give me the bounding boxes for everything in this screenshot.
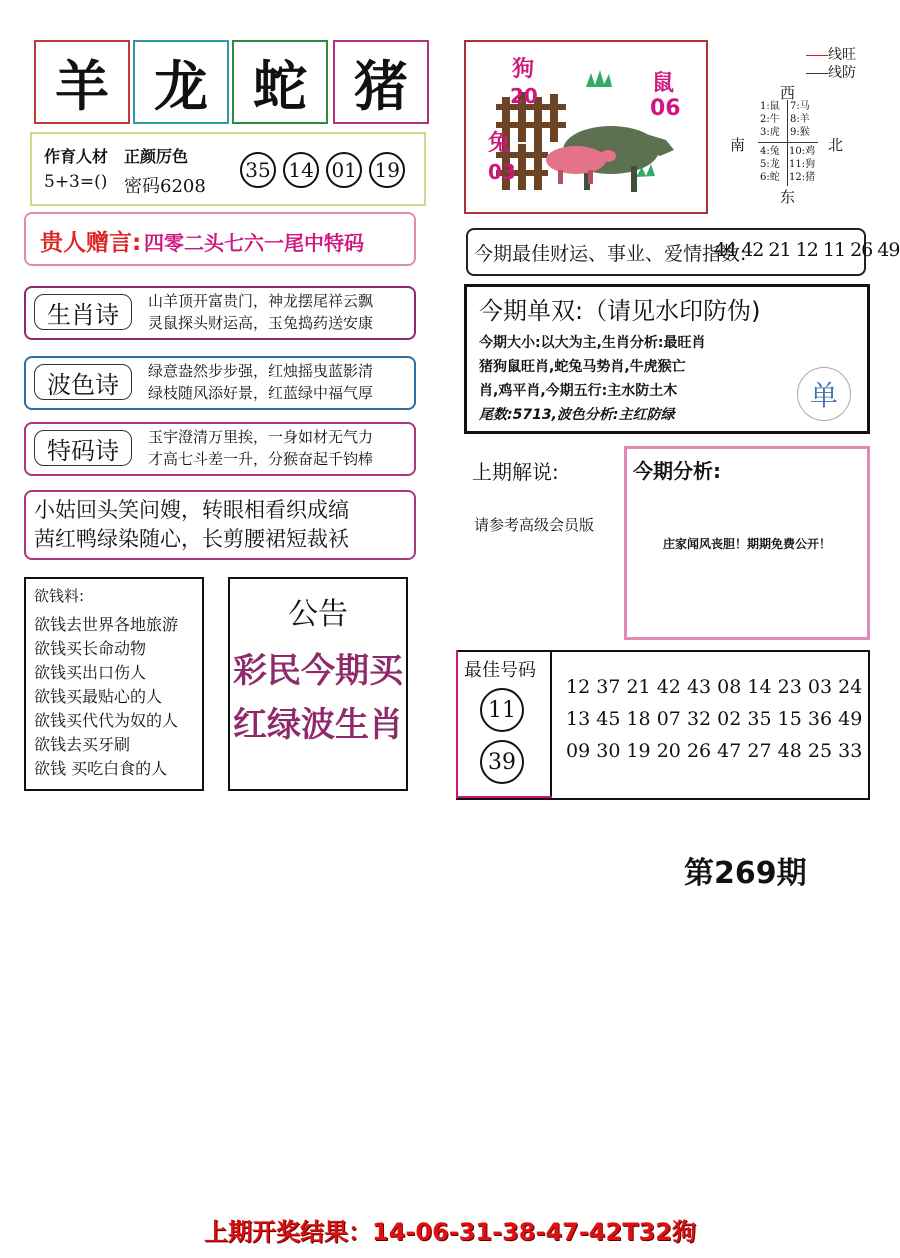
- poem-line: 灵鼠探头财运高，玉兔捣药送安康: [148, 314, 374, 332]
- index-box: [466, 228, 900, 276]
- info-password: 密码6208: [124, 176, 206, 197]
- list-item: 欲钱买代代为奴的人: [34, 711, 179, 730]
- compass-bottom-right: 10:鸡 11:狗 12:猪: [789, 146, 816, 183]
- list-item: 欲钱买出口伤人: [34, 663, 147, 682]
- notice-title: 公告: [288, 597, 348, 632]
- info-circles: [240, 152, 407, 188]
- poem-line: 绿意盎然步步强，红烛摇曳蓝影清: [148, 362, 374, 380]
- gift-words-text: 四零二头七六一尾中特码: [144, 231, 364, 255]
- picture-label-rabbit: 兔: [488, 131, 511, 156]
- wave-color-poem: [24, 356, 416, 410]
- poem-tag: 波色诗: [34, 364, 132, 400]
- watermark-stamp: 单: [797, 367, 851, 421]
- riddle-line: 茜红鸭绿染随心，长剪腰裙短裁袄: [34, 527, 349, 551]
- best-numbers-row-3: 09 30 19 20 26 47 27 48 25 33: [566, 740, 863, 762]
- picture-num-dog: 20: [510, 84, 538, 108]
- odd-even-line: 猪狗鼠旺肖,蛇兔马势肖,牛虎猴亡: [479, 359, 686, 375]
- poem-line: 山羊顶开富贵门，神龙摆尾祥云飘: [148, 292, 374, 310]
- picture-num-rat: 06: [650, 96, 681, 121]
- best-numbers-row-1: 12 37 21 42 43 08 14 23 03 24: [566, 676, 863, 698]
- gift-words-label: 贵人赠言:: [40, 230, 142, 256]
- odd-even-lines: [479, 331, 706, 427]
- analysis-box: [624, 446, 870, 640]
- last-explain-text: 请参考高级会员版: [474, 516, 595, 534]
- best-numbers-title: 最佳号码: [464, 660, 536, 681]
- list-item: 欲钱 买吃白食的人: [34, 759, 168, 778]
- odd-even-line: 今期大小:以大为主,生肖分析:最旺肖: [479, 335, 706, 351]
- poem-tag: 特码诗: [34, 430, 132, 466]
- riddle-box: [24, 490, 416, 560]
- yuqian-box: [24, 577, 204, 791]
- yuqian-list: [34, 613, 178, 781]
- index-label: 今期最佳财运、事业、爱情指数:: [474, 243, 747, 265]
- compass-north: 北: [828, 136, 844, 154]
- zodiac-char: 羊: [55, 53, 109, 118]
- riddle-line: 小姑回头笑问嫂，转眼相看织成缟: [34, 498, 349, 522]
- number-circle: 39: [480, 740, 524, 784]
- compass-west: 西: [780, 84, 796, 102]
- zodiac-box-4: [333, 40, 429, 124]
- odd-even-box: [464, 284, 870, 434]
- zodiac-poem: [24, 286, 416, 340]
- compass-top-left: 1:鼠 2:牛 3:虎: [760, 101, 780, 138]
- poem-lines: [148, 360, 373, 404]
- picture-label-dog: 狗: [512, 57, 535, 82]
- legend-guard: 线防: [806, 64, 856, 82]
- poem-line: 玉宇澄清万里挨，一身如材无气力: [148, 428, 374, 446]
- list-item: 欲钱买最贴心的人: [34, 687, 163, 706]
- list-item: 欲钱去世界各地旅游: [34, 615, 179, 634]
- last-explain-title: 上期解说:: [472, 460, 559, 484]
- compass: [730, 82, 848, 204]
- number-circle: 35: [240, 152, 276, 188]
- issue-number: 第269期: [684, 856, 807, 891]
- compass-east: 东: [780, 188, 796, 206]
- analysis-title: 今期分析:: [633, 459, 721, 483]
- analysis-text: 庄家闻风丧胆！期期免费公开！: [662, 537, 831, 551]
- list-item: 欲钱去买牙刷: [34, 735, 131, 754]
- best-numbers-row-2: 13 45 18 07 32 02 35 15 36 49: [566, 708, 863, 730]
- number-circle: 14: [283, 152, 319, 188]
- notice-line2: 红绿波生肖: [233, 705, 403, 745]
- last-result: 上期开奖结果：14-06-31-38-47-42T32狗: [204, 1218, 696, 1246]
- gift-words-box: [24, 212, 416, 266]
- list-item: 欲钱买长命动物: [34, 639, 147, 658]
- compass-grid: [758, 100, 818, 186]
- special-code-poem: [24, 422, 416, 476]
- compass-bottom-left: 4:兔 5:龙 6:蛇: [760, 146, 780, 183]
- yuqian-title: 欲钱料:: [34, 587, 85, 605]
- info-box: [30, 132, 426, 206]
- picture-num-rabbit: 03: [488, 160, 516, 184]
- notice-line1: 彩民今期买: [233, 651, 403, 691]
- zodiac-char: 蛇: [253, 53, 307, 118]
- zodiac-box-1: [34, 40, 130, 124]
- compass-south: 南: [730, 136, 746, 154]
- odd-even-line: 尾数:5713,波色分析:主红防绿: [479, 407, 675, 423]
- poem-tag: 生肖诗: [34, 294, 132, 330]
- number-circle: 01: [326, 152, 362, 188]
- picture-box: [464, 40, 708, 214]
- poem-line: 绿枝随风添好景，红蓝绿中福气厚: [148, 384, 374, 402]
- poem-line: 才高七斗差一升，分猴奋起千钧棒: [148, 450, 374, 468]
- legend-prosper: 线旺: [806, 46, 856, 64]
- odd-even-line: 肖,鸡平肖,今期五行:主水防土木: [479, 383, 678, 399]
- zodiac-char: 猪: [354, 53, 408, 118]
- zodiac-box-3: [232, 40, 328, 124]
- notice-box: [228, 577, 408, 791]
- poem-lines: [148, 426, 373, 470]
- compass-legend: [806, 46, 856, 82]
- number-circle: 11: [480, 688, 524, 732]
- info-formula: 5+3=(): [44, 172, 108, 192]
- index-numbers: 44 42 21 12 11 26 49: [714, 239, 900, 261]
- odd-even-title: 今期单双:（请见水印防伪): [479, 297, 761, 325]
- zodiac-char: 龙: [154, 53, 208, 118]
- zodiac-box-2: [133, 40, 229, 124]
- number-circle: 19: [369, 152, 405, 188]
- info-line1: 作育人材 正颜厉色: [44, 147, 189, 166]
- compass-top-right: 7:马 8:羊 9:猴: [790, 101, 810, 138]
- poem-lines: [148, 290, 373, 334]
- picture-label-rat: 鼠: [652, 71, 675, 96]
